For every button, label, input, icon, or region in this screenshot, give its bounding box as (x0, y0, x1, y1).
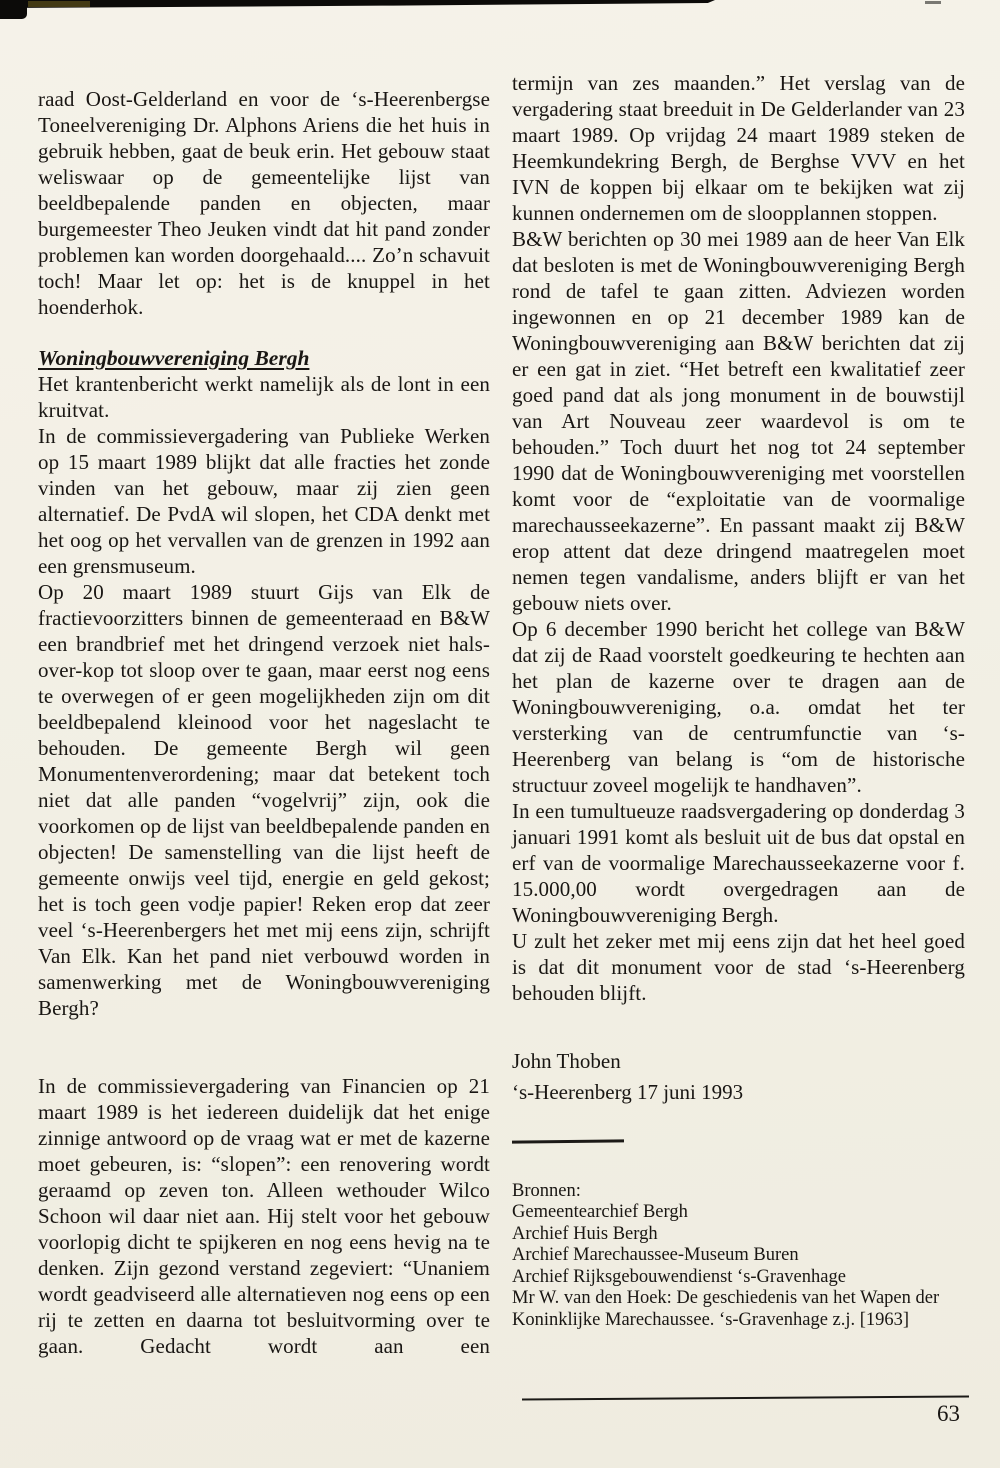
signature-place-date: ‘s-Heerenberg 17 juni 1993 (512, 1080, 744, 1104)
source-item: Mr W. van den Hoek: De geschiedenis van het Wapen der Koninklijke Marechaussee. ‘s-Gravenhage z.j. [1963] (512, 1288, 940, 1330)
scan-edge-corner-artifact (0, 0, 27, 19)
page-number: 63 (937, 1401, 960, 1426)
signature-name: John Thoben (512, 1049, 621, 1073)
signature-block (512, 1046, 965, 1108)
left-column (38, 86, 490, 1359)
scan-edge-tint-artifact (28, 1, 90, 7)
paragraph: In de commissievergadering van Financien op 21 maart 1989 is het iedereen duidelijk dat het enige zinnige antwoord op de vraag wat er met de kazerne moet gebeuren, is: “slopen”: een renovering wordt geraamd op zeven ton. Alleen wethouder Wilco Schoon wil daar niet aan. Hij stelt voor het gebouw voorlopig dicht te spijkeren en nog eens hevig na te denken. Zijn gezond verstand zegeviert: “Unaniem wordt geadviseerd alle alternatieven nog eens op een rij te zetten en daarna tot besluitvorming over te gaan. Gedacht wordt aan een (38, 1074, 490, 1358)
right-column (512, 70, 965, 1331)
source-item: Archief Rijksgebouwendienst ‘s-Gravenhage (512, 1266, 846, 1287)
paragraph: In de commissievergadering van Publieke Werken op 15 maart 1989 blijkt dat alle fracties het zonde vinden van het gebouw, maar zij zien geen alternatief. De PvdA wil slopen, het CDA denkt met het oog op het vervallen van de grenzen in 1992 aan een grensmuseum. (38, 424, 490, 578)
footer-rule (522, 1395, 969, 1400)
scan-edge-top-artifact (0, 0, 715, 8)
paragraph: Op 6 december 1990 bericht het college van B&W dat zij de Raad voorstelt goedkeuring te hechten aan het plan de kazerne over te dragen aan de Woningbouwvereniging, o.a. omdat het ter versterking van de centrumfunctie van ‘s-Heerenberg van belang is “om de historische structuur zoveel mogelijk te handhaven”. (512, 617, 965, 797)
source-item: Archief Marechaussee-Museum Buren (512, 1245, 799, 1265)
paragraph: U zult het zeker met mij eens zijn dat het heel goed is dat dit monument voor de stad ‘s-Heerenberg behouden blijft. (512, 929, 965, 1005)
source-item: Gemeentearchief Bergh (512, 1202, 688, 1222)
sources-heading: Bronnen: (512, 1180, 581, 1201)
signature-rule (512, 1139, 624, 1143)
sources-block (512, 1181, 965, 1332)
paragraph: termijn van zes maanden.” Het verslag van de vergadering staat breeduit in De Gelderlander van 23 maart 1989. Op vrijdag 24 maart 1989 steken de Heemkundekring Bergh, de Berghse VVV en het IVN de koppen bij elkaar om te bekijken wat zij kunnen ondernemen om de sloopplannen stoppen. (512, 71, 965, 225)
paragraph: B&W berichten op 30 mei 1989 aan de heer Van Elk dat besloten is met de Woningbouwvereniging Bergh rond de tafel te gaan zitten. Adviezen worden ingewonnen en op 21 december 1989 kan de Woningbouwvereniging aan B&W berichten dat zij er een gat in ziet. “Het betreft een kwalitatief zeer goed pand dat als jong monument in de bouwstijl van Art Nouveau zeer waardevol is om te behouden.” Toch duurt het nog tot 24 september 1990 dat de Woningbouwvereniging met voorstellen komt voor de “exploitatie van de voormalige marechausseekazerne”. En passant maakt zij B&W erop attent dat deze dringend maatregelen moet nemen tegen vandalisme, anders blijft er van het gebouw niets over. (512, 227, 965, 615)
paragraph-continued: raad Oost-Gelderland en voor de ‘s-Heerenbergse Toneelvereniging Dr. Alphons Ariens die het huis in gebruik hebben, gaat de beuk erin. Het gebouw staat weliswaar op de gemeentelijke lijst van beeldbepalende panden en objecten, maar burgemeester Theo Jeuken vindt dat hit pand zonder problemen kan worden doorgehaald.... Zo’n schavuit toch! Maar let op: het is de knuppel in het hoenderhok. (38, 87, 490, 319)
source-item: Archief Huis Bergh (512, 1223, 658, 1244)
paragraph: Op 20 maart 1989 stuurt Gijs van Elk de fractievoorzitters binnen de gemeenteraad en B&W een brandbrief met het dringend verzoek niet hals-over-kop tot sloop over te gaan, maar eerst nog eens te overwegen of er geen mogelijkheden zijn om dit beeldbepalend kleinood voor het nageslacht te behouden. De gemeente Bergh wil geen Monumentenverordening; maar dat betekent toch niet dat alle panden “vogelvrij” zijn, ook die voorkomen op de lijst van beeldbepalende panden en objecten! De samenstelling van die lijst heeft de gemeente onwijs veel tijd, energie en geld gekost; het is toch geen vodje papier! Reken erop dat zeer veel ‘s-Heerenbergers het met mij eens zijn, schrijft Van Elk. Kan het pand niet verbouwd worden in samenwerking met de Woningbouwvereniging Bergh? (38, 580, 490, 1020)
paragraph: Het krantenbericht werkt namelijk als de lont in een kruitvat. (38, 372, 490, 422)
section-heading: Woningbouwvereniging Bergh (38, 346, 310, 370)
paragraph: In een tumultueuze raadsvergadering op donderdag 3 januari 1991 komt als besluit uit de bus dat opstal en erf van de voormalige Marechausseekazerne voor f. 15.000,00 wordt overgedragen aan de Woningbouwvereniging Bergh. (512, 799, 965, 927)
scan-edge-dot-artifact (925, 1, 941, 4)
